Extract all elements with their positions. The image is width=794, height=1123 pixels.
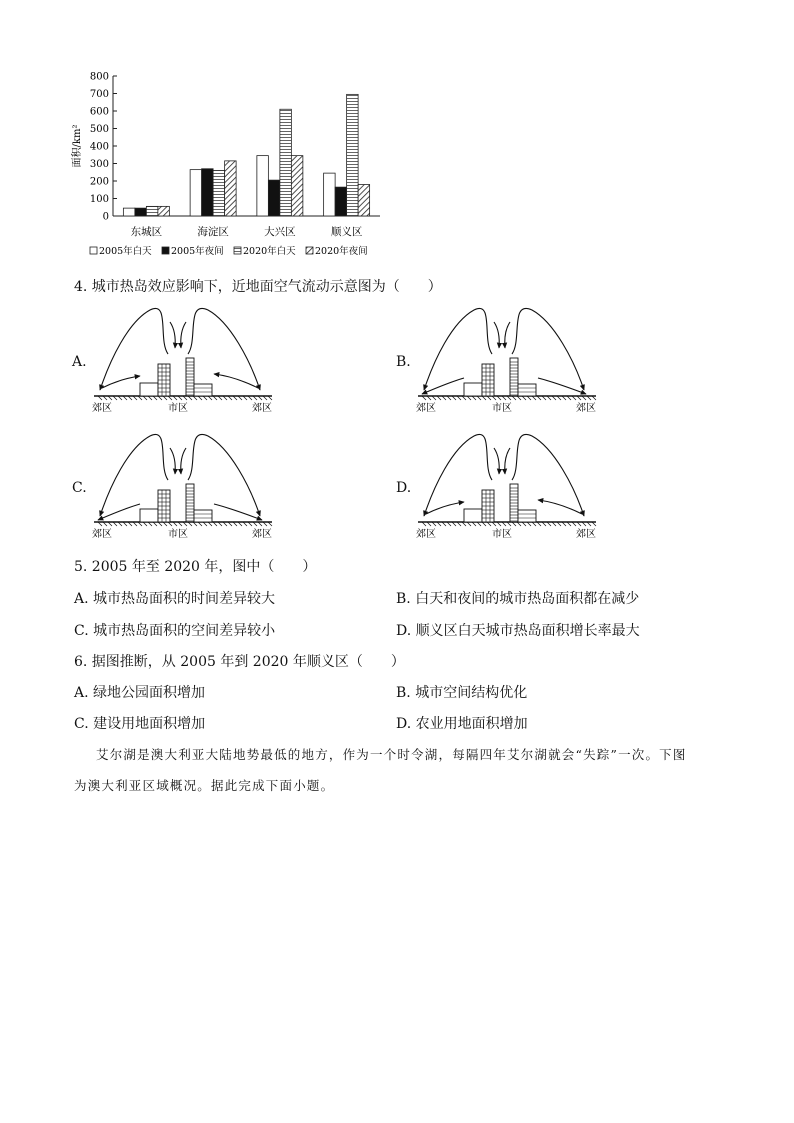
y-tick-label: 0 <box>102 211 109 223</box>
q4-diagram-label: 郊区 <box>252 529 272 540</box>
y-tick-label: 500 <box>89 124 109 135</box>
center-right-arrow <box>181 448 186 474</box>
center-left-arrow <box>170 322 175 348</box>
q4-option-diagram[interactable] <box>414 426 634 546</box>
building-low <box>464 383 482 396</box>
bar-2005年白天 <box>190 170 202 216</box>
q4-diagram-label: 郊区 <box>92 403 112 414</box>
y-tick-label: 100 <box>89 194 109 205</box>
bar-2020年白天 <box>347 94 359 216</box>
x-tick-label: 顺义区 <box>330 226 363 238</box>
q4-option-diagram[interactable] <box>90 300 310 420</box>
bar-2020年夜间 <box>225 161 237 216</box>
surface-left-arrow <box>426 502 464 514</box>
q5-option-d[interactable]: D. 顺义区白天城市热岛面积增长率最大 <box>396 623 640 639</box>
surface-left-arrow <box>98 504 140 520</box>
q4-diagram-label: 郊区 <box>576 403 596 414</box>
building-low <box>140 509 158 522</box>
building-wide <box>518 384 536 396</box>
y-tick-label: 300 <box>89 159 109 170</box>
building-grid <box>482 490 494 522</box>
y-tick-label: 800 <box>89 71 109 83</box>
bar-2020年白天 <box>146 206 158 216</box>
right-circulation-arrow <box>188 308 260 390</box>
y-tick-label: 400 <box>89 141 109 153</box>
q5-stem: 5. 2005 年至 2020 年，图中（ ） <box>74 559 317 575</box>
center-left-arrow <box>494 448 499 474</box>
q4-option-letter: B. <box>396 354 411 370</box>
surface-right-arrow <box>538 378 586 394</box>
x-tick-label: 海淀区 <box>197 226 229 238</box>
q4-diagram-label: 郊区 <box>92 529 112 540</box>
building-wide <box>194 510 212 522</box>
q4-option-letter: A. <box>72 354 87 370</box>
center-right-arrow <box>181 322 186 348</box>
surface-left-arrow <box>422 378 464 394</box>
center-right-arrow <box>505 448 510 474</box>
bar-2005年白天 <box>123 208 135 216</box>
q4-option-diagram[interactable] <box>414 300 634 420</box>
surface-left-arrow <box>102 376 140 388</box>
heat-island-area-chart <box>60 64 400 264</box>
x-tick-label: 东城区 <box>130 226 163 238</box>
bar-2020年夜间 <box>291 156 303 216</box>
q6-option-a[interactable]: A. 绿地公园面积增加 <box>74 685 206 701</box>
q4-option-diagram[interactable] <box>90 426 310 546</box>
legend-label: 2005年夜间 <box>171 246 224 257</box>
legend-label: 2020年白天 <box>243 246 296 257</box>
q4-diagram-label: 市区 <box>492 529 512 540</box>
passage-line-1: 艾尔湖是澳大利亚大陆地势最低的地方，作为一个时令湖，每隔四年艾尔湖就会“失踪”一次。下图 <box>96 747 687 762</box>
q4-diagram-label: 郊区 <box>252 403 272 414</box>
bar-2005年白天 <box>324 173 336 216</box>
q5-option-a[interactable]: A. 城市热岛面积的时间差异较大 <box>74 591 276 607</box>
bar-2005年夜间 <box>135 208 147 216</box>
q4-diagram-label: 市区 <box>168 403 188 414</box>
q4-diagram-label: 郊区 <box>416 403 436 414</box>
q4-stem: 4. 城市热岛效应影响下，近地面空气流动示意图为（ ） <box>74 279 442 295</box>
bar-2005年夜间 <box>335 187 347 216</box>
building-striped <box>510 484 518 522</box>
building-low <box>464 509 482 522</box>
bar-2005年白天 <box>257 156 269 216</box>
q4-option-letter: D. <box>396 480 412 496</box>
legend-swatch <box>306 247 313 254</box>
q5-option-c[interactable]: C. 城市热岛面积的空间差异较小 <box>74 623 276 639</box>
right-circulation-arrow <box>188 434 260 516</box>
surface-right-arrow <box>538 500 582 514</box>
center-right-arrow <box>505 322 510 348</box>
q4-diagram-label: 郊区 <box>416 529 436 540</box>
legend-label: 2020年夜间 <box>315 246 368 257</box>
surface-right-arrow <box>214 374 258 388</box>
q4-diagram-label: 市区 <box>168 529 188 540</box>
building-striped <box>510 358 518 396</box>
legend-swatch <box>234 247 241 254</box>
bar-2005年夜间 <box>268 180 280 216</box>
x-tick-label: 大兴区 <box>264 226 296 238</box>
bar-2005年夜间 <box>202 169 214 216</box>
center-left-arrow <box>170 448 175 474</box>
bar-2020年白天 <box>213 171 225 217</box>
building-wide <box>518 510 536 522</box>
building-grid <box>158 490 170 522</box>
building-striped <box>186 484 194 522</box>
q4-option-letter: C. <box>72 480 87 496</box>
building-grid <box>482 364 494 396</box>
surface-right-arrow <box>214 504 262 520</box>
q6-option-b[interactable]: B. 城市空间结构优化 <box>396 685 528 701</box>
bar-2020年夜间 <box>158 206 170 216</box>
passage-line-2: 为澳大利亚区域概况。据此完成下面小题。 <box>74 778 335 793</box>
building-wide <box>194 384 212 396</box>
y-axis-label: 面积/km² <box>72 124 83 168</box>
q6-option-d[interactable]: D. 农业用地面积增加 <box>396 716 528 732</box>
legend-swatch <box>90 247 97 254</box>
center-left-arrow <box>494 322 499 348</box>
building-low <box>140 383 158 396</box>
q6-stem: 6. 据图推断，从 2005 年到 2020 年顺义区（ ） <box>74 654 405 670</box>
right-circulation-arrow <box>512 434 584 516</box>
building-grid <box>158 364 170 396</box>
y-tick-label: 600 <box>89 106 109 118</box>
building-striped <box>186 358 194 396</box>
legend-swatch <box>162 247 169 254</box>
right-circulation-arrow <box>512 308 584 390</box>
y-tick-label: 700 <box>89 89 109 100</box>
legend-label: 2005年白天 <box>99 246 152 257</box>
q4-diagram-label: 郊区 <box>576 529 596 540</box>
q6-option-c[interactable]: C. 建设用地面积增加 <box>74 716 206 732</box>
q5-option-b[interactable]: B. 白天和夜间的城市热岛面积都在减少 <box>396 591 640 607</box>
y-tick-label: 200 <box>89 176 109 188</box>
bar-2020年白天 <box>280 109 292 216</box>
q4-diagram-label: 市区 <box>492 403 512 414</box>
bar-2020年夜间 <box>358 185 370 217</box>
